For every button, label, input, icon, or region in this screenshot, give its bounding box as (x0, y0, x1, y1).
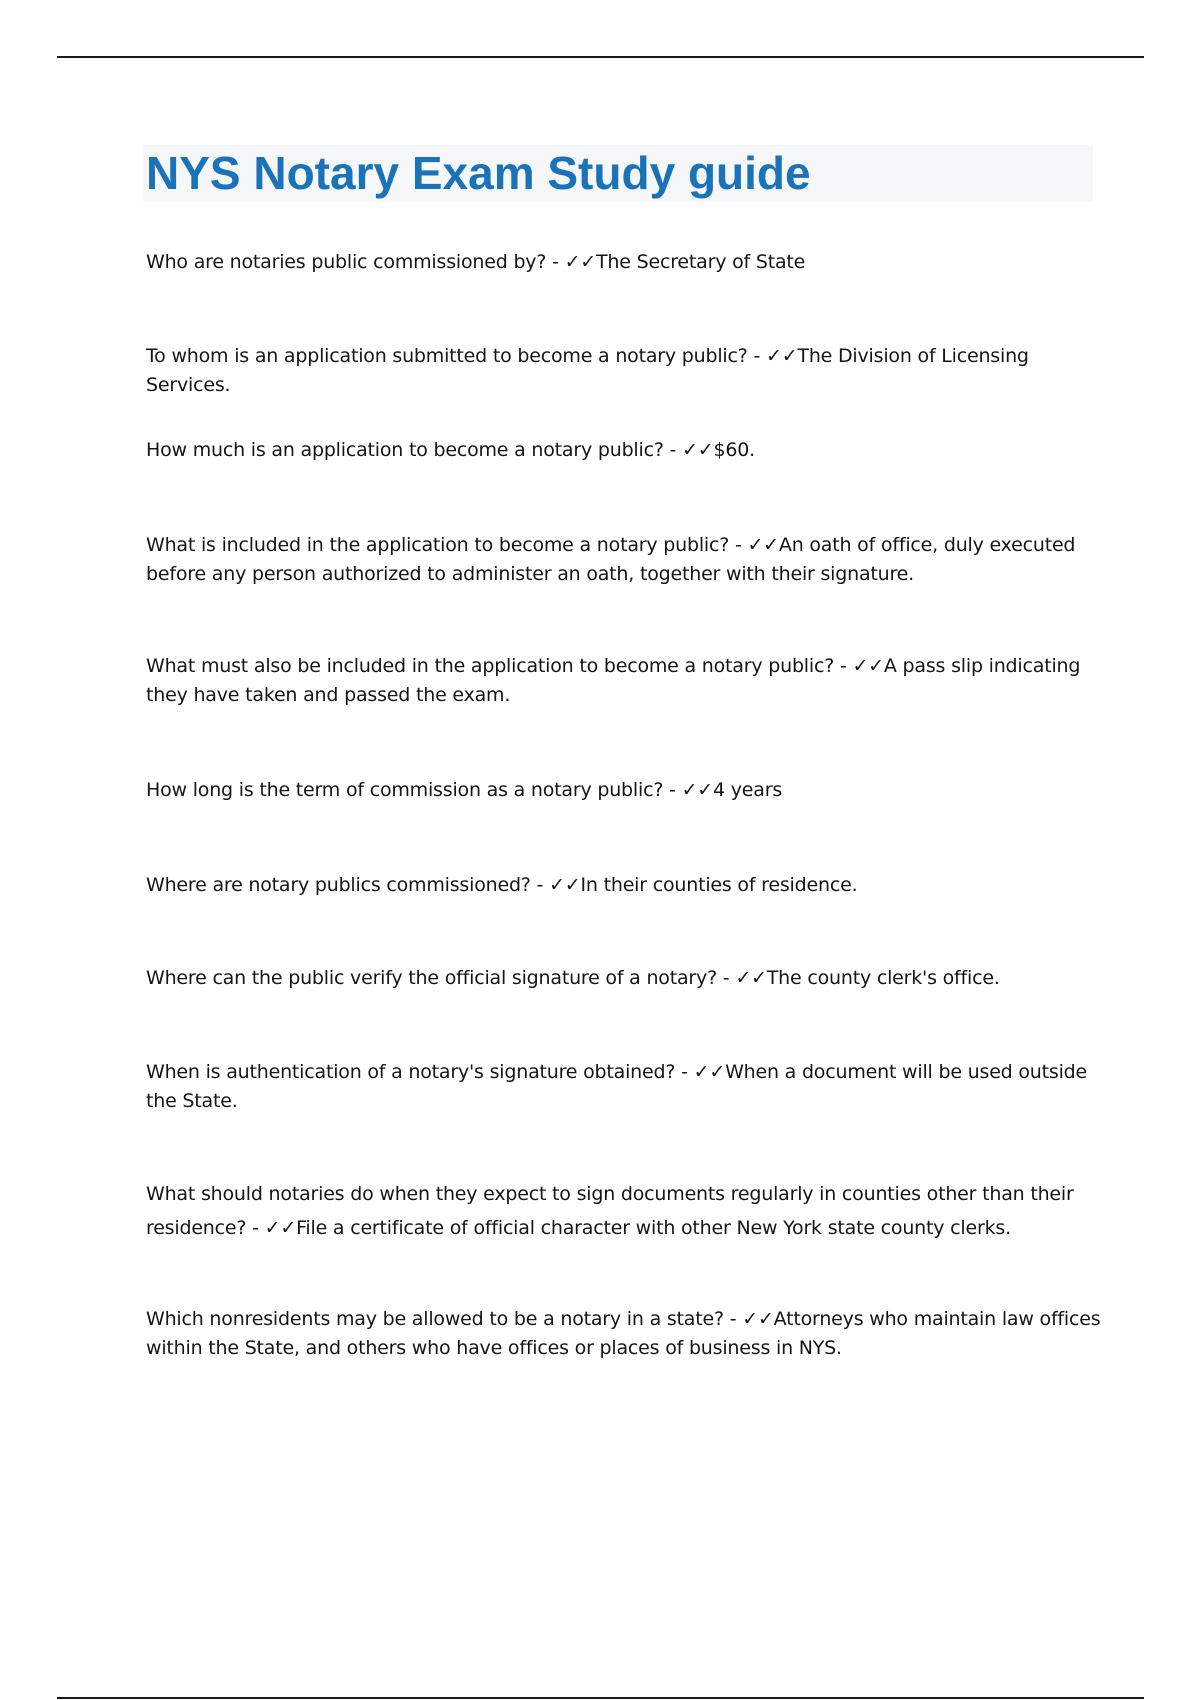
separator: - (663, 439, 683, 461)
qa-item (146, 342, 1106, 400)
check-icon: ✓✓ (747, 534, 779, 556)
answer-text: $60. (713, 439, 756, 461)
check-icon: ✓✓ (765, 345, 798, 367)
separator: - (723, 1308, 743, 1330)
qa-item (146, 871, 1106, 900)
question-text: How much is an application to become a notary public? (146, 439, 664, 461)
question-text: What is included in the application to become a notary public? (146, 534, 730, 556)
question-text: Which nonresidents may be allowed to be a notary in a state? (146, 1308, 724, 1330)
check-icon: ✓✓ (735, 967, 767, 989)
separator: - (546, 251, 565, 273)
separator: - (747, 345, 766, 367)
question-text: What must also be included in the application to become a notary public? (146, 655, 835, 677)
qa-item (146, 776, 1106, 805)
check-icon: ✓✓ (682, 439, 714, 461)
top-divider (57, 56, 1144, 58)
check-icon: ✓✓ (742, 1308, 774, 1330)
qa-item (146, 436, 1106, 465)
question-text: Where can the public verify the official signature of a notary? (146, 967, 717, 989)
answer-text: Attorneys who maintain law offices within the State, and others who have offices or places of business in NYS. (146, 1308, 1101, 1359)
answer-text: When a document will be used outside the State. (146, 1061, 1088, 1112)
separator: - (716, 967, 736, 989)
bottom-divider (57, 1697, 1144, 1699)
answer-text: The Secretary of State (596, 251, 806, 273)
answer-text: The Division of Licensing Services. (146, 345, 1029, 396)
answer-text: File a certificate of official character with other New York state county clerks. (296, 1217, 1011, 1239)
qa-item (146, 964, 1106, 993)
qa-item (146, 1305, 1106, 1363)
answer-text: A pass slip indicating they have taken and passed the exam. (146, 655, 1081, 706)
question-text: Who are notaries public commissioned by? (146, 251, 547, 273)
qa-item (146, 1058, 1106, 1116)
separator: - (675, 1061, 694, 1083)
question-text: How long is the term of commission as a notary public? (146, 779, 664, 801)
separator: - (663, 779, 682, 801)
document-title: NYS Notary Exam Study guide (146, 147, 811, 199)
check-icon: ✓✓ (681, 779, 714, 801)
qa-item (146, 531, 1106, 589)
separator: - (834, 655, 853, 677)
separator: - (729, 534, 748, 556)
check-icon: ✓✓ (264, 1217, 297, 1239)
separator: - (530, 874, 550, 896)
qa-item (146, 652, 1106, 710)
question-text: To whom is an application submitted to become a notary public? (146, 345, 748, 367)
separator: - (246, 1217, 265, 1239)
check-icon: ✓✓ (549, 874, 581, 896)
qa-item (146, 1177, 1106, 1245)
answer-text: The county clerk's office. (766, 967, 1000, 989)
question-text: What should notaries do when they expect to sign documents regularly in counties other than their residence? (146, 1183, 1074, 1239)
answer-text: 4 years (713, 779, 783, 801)
check-icon: ✓✓ (564, 251, 597, 273)
question-text: Where are notary publics commissioned? (146, 874, 531, 896)
question-text: When is authentication of a notary's signature obtained? (146, 1061, 676, 1083)
answer-text: In their counties of residence. (580, 874, 858, 896)
answer-text: An oath of office, duly executed before any person authorized to administer an oath, together with their signature. (146, 534, 1076, 585)
check-icon: ✓✓ (852, 655, 884, 677)
check-icon: ✓✓ (693, 1061, 726, 1083)
qa-item (146, 248, 1106, 277)
